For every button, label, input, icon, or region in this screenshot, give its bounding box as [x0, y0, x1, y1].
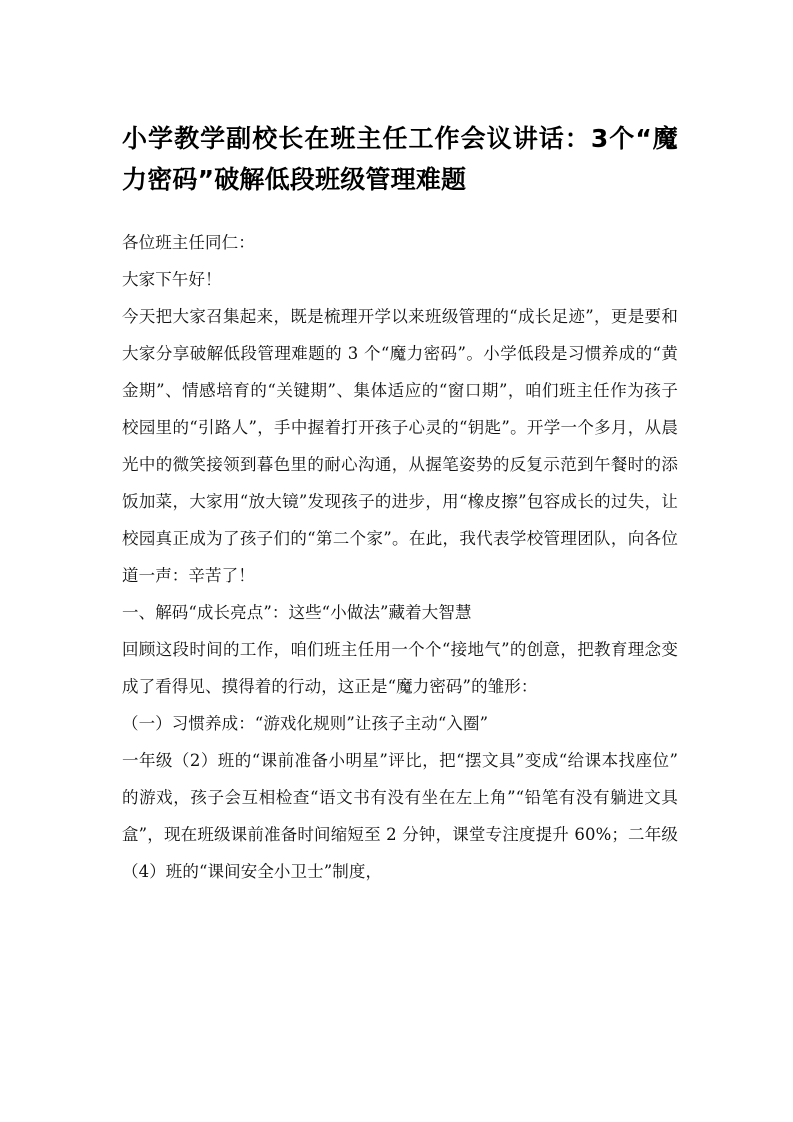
paragraph-subsection-one-body: 一年级（2）班的“课前准备小明星”评比，把“摆文具”变成“给课本找座位”的游戏，孩子会互相检查“语文书有没有坐在左上角”“铅笔有没有躺进文具盒”，现在班级课前准备时间缩短至 2 分钟，课堂专注度提升 60%；二年级（4）班的“课间安全小卫士”制度，: [122, 751, 678, 881]
paragraph-salutation: 各位班主任同仁：: [122, 233, 255, 252]
paragraph-section-one-intro: 回顾这段时间的工作，咱们班主任用一个个“接地气”的创意，把教育理念变成了看得见、摸得着的行动，这正是“魔力密码”的雏形：: [122, 640, 678, 696]
paragraph-opening: 今天把大家召集起来，既是梳理开学以来班级管理的“成长足迹”，更是要和大家分享破解低段管理难题的 3 个“魔力密码”。小学低段是习惯养成的“黄金期”、情感培育的“关键期”、集体适应的“窗口期”，咱们班主任作为孩子校园里的“引路人”，手中握着打开孩子心灵的“钥匙”。开学一个多月，从晨光中的微笑接领到暮色里的耐心沟通，从握笔姿势的反复示范到午餐时的添饭加菜，大家用“放大镜”发现孩子的进步，用“橡皮擦”包容成长的过失，让校园真正成为了孩子们的“第二个家”。在此，我代表学校管理团队，向各位道一声：辛苦了！: [122, 307, 678, 585]
page-title: 小学教学副校长在班主任工作会议讲话：3个“魔力密码”破解低段班级管理难题: [122, 124, 678, 194]
paragraph-greeting: 大家下午好！: [122, 270, 222, 289]
heading-section-one: 一、解码“成长亮点”：这些“小做法”藏着大智慧: [122, 603, 472, 622]
document-content: [122, 118, 678, 890]
heading-subsection-one: （一）习惯养成：“游戏化规则”让孩子主动“入圈”: [122, 714, 489, 733]
